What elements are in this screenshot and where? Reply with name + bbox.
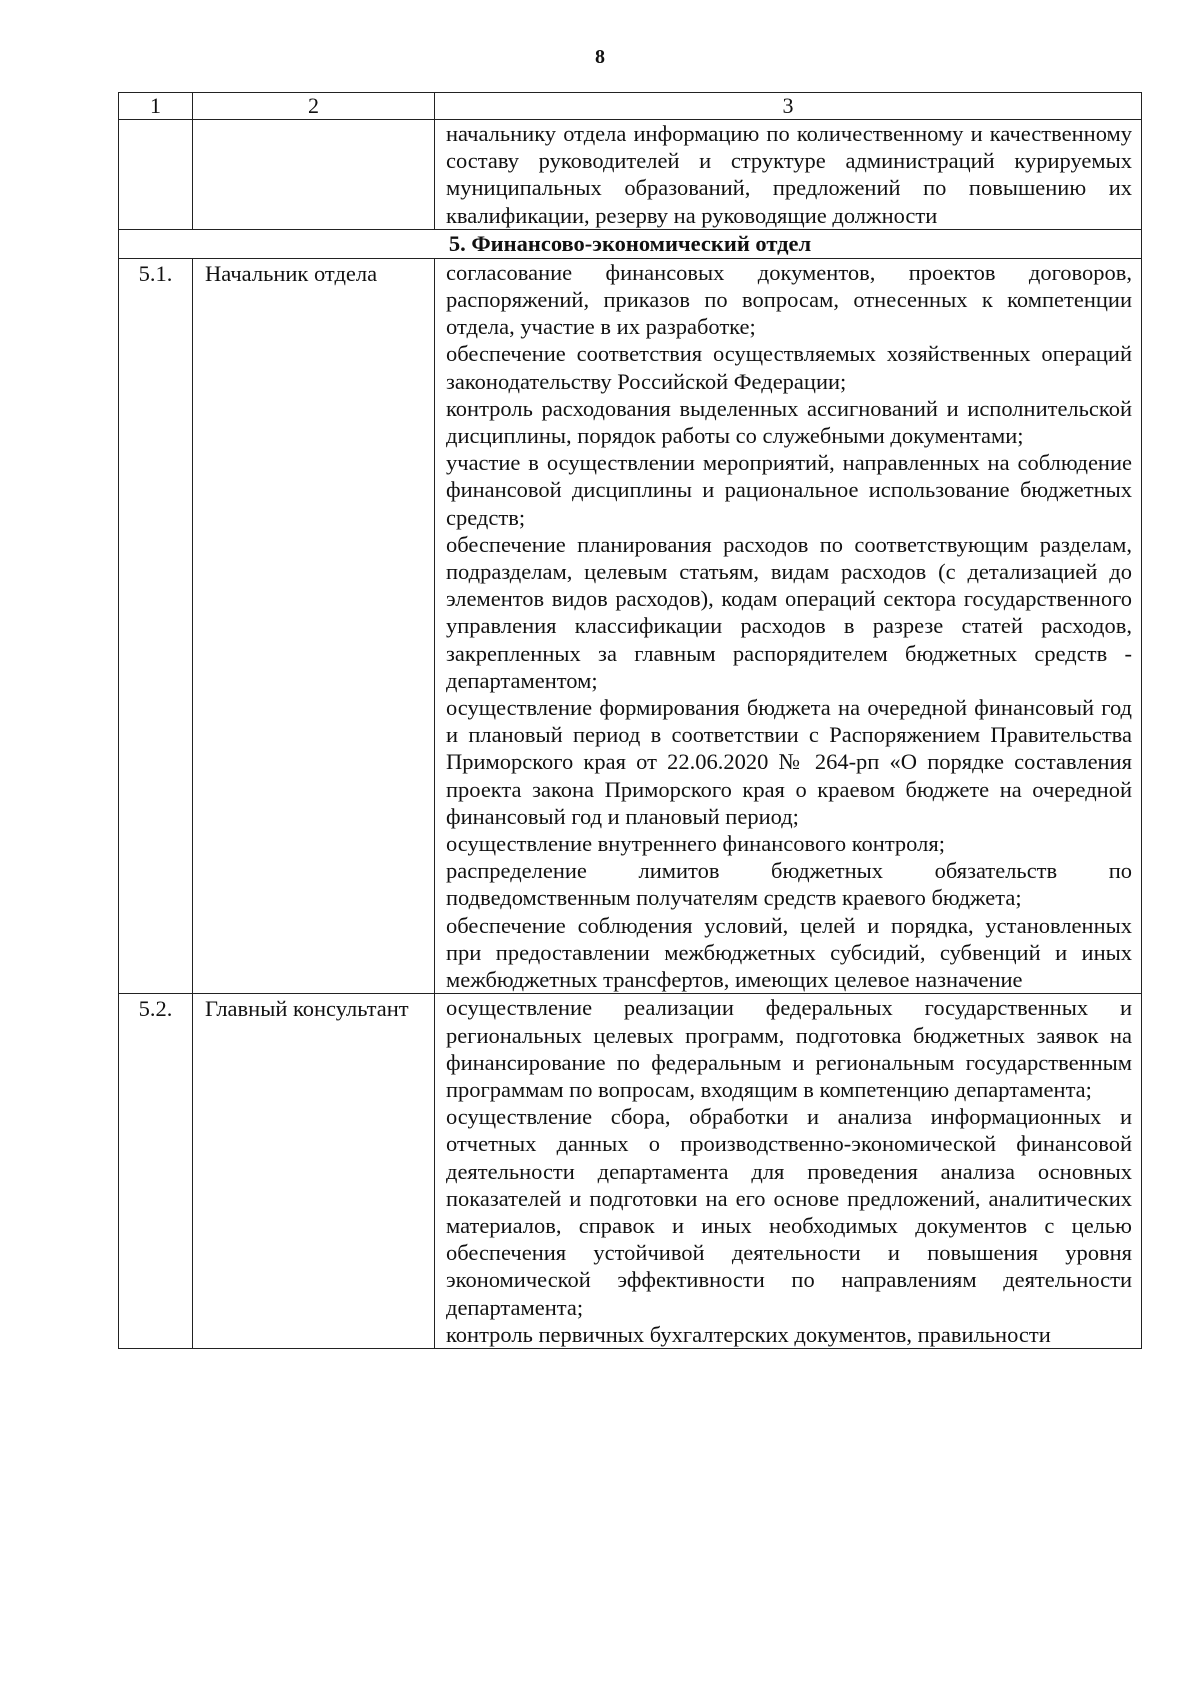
duty-item: контроль первичных бухгалтерских документов, правильности: [446, 1321, 1051, 1347]
header-cell-1: 1: [119, 93, 193, 120]
position-title: [193, 120, 435, 230]
page-number: 8: [595, 46, 605, 68]
duties-cell: [435, 120, 1142, 230]
header-cell-2: 2: [193, 93, 435, 120]
duties-cell: [435, 994, 1142, 1349]
duty-item: обеспечение планирования расходов по соответствующим разделам, подразделам, целевым статьям, видам расходов (с детализацией до элементов видов расходов), кодам операций сектора государственного управления классификации расходов в разрезе статей расходов, закрепленных за главным распорядителем бюджетных средств - департаментом;: [446, 531, 1132, 693]
duties-table-body: [119, 93, 1142, 1349]
duty-item: осуществление внутреннего финансового контроля;: [446, 831, 945, 857]
duty-item: обеспечение соответствия осуществляемых хозяйственных операций законодательству Российской Федерации;: [446, 341, 1132, 394]
table-row: [119, 994, 1142, 1349]
duties-table: [118, 92, 1142, 1349]
table-header-row: [119, 93, 1142, 120]
duty-item: участие в осуществлении мероприятий, направленных на соблюдение финансовой дисциплины и рациональное использование бюджетных средств;: [446, 450, 1132, 530]
table-row: [119, 258, 1142, 993]
header-cell-3: 3: [435, 93, 1142, 120]
section-header-row: [119, 229, 1142, 258]
duty-item: осуществление реализации федеральных государственных и региональных целевых программ, подготовка бюджетных заявок на финансирование по федеральным и региональным государственным программам по вопросам, входящим в компетенцию департамента;: [446, 995, 1132, 1102]
duty-item: согласование финансовых документов, проектов договоров, распоряжений, приказов по вопросам, отнесенных к компетенции отдела, участие в их разработке;: [446, 259, 1132, 340]
duty-item: обеспечение соблюдения условий, целей и порядка, установленных при предоставлении межбюджетных субсидий, субвенций и иных межбюджетных трансфертов, имеющих целевое назначение: [446, 912, 1132, 993]
duty-item: осуществление формирования бюджета на очередной финансовый год и плановый период в соответствии с Распоряжением Правительства Приморского края от 22.06.2020 № 264-рп «О порядке составления проекта закона Приморского края о краевом бюджете на очередной финансовый год и плановый период;: [446, 695, 1132, 829]
position-title: Начальник отдела: [193, 258, 435, 993]
row-number: 5.1.: [119, 258, 193, 993]
duty-item: начальнику отдела информацию по количественному и качественному составу руководителей и структуре администраций курируемых муниципальных образований, предложений по повышению их квалификации, резерву на руководящие должности: [446, 121, 1132, 228]
row-number: 5.2.: [119, 994, 193, 1349]
position-title: Главный консультант: [193, 994, 435, 1349]
continuation-row: [119, 120, 1142, 230]
duty-item: распределение лимитов бюджетных обязательств по подведомственным получателям средств краевого бюджета;: [446, 858, 1132, 911]
duty-item: контроль расходования выделенных ассигнований и исполнительской дисциплины, порядок работы со служебными документами;: [446, 395, 1132, 449]
duties-cell: [435, 258, 1142, 993]
section-title: 5. Финансово-экономический отдел: [119, 229, 1142, 258]
duty-item: осуществление сбора, обработки и анализа информационных и отчетных данных о производственно-экономической финансовой деятельности департамента для проведения анализа основных показателей и подготовки на его основе предложений, аналитических материалов, справок и иных необходимых документов с целью обеспечения устойчивой деятельности и повышения уровня экономической эффективности по направлениям деятельности департамента;: [446, 1104, 1132, 1320]
row-number: [119, 120, 193, 230]
